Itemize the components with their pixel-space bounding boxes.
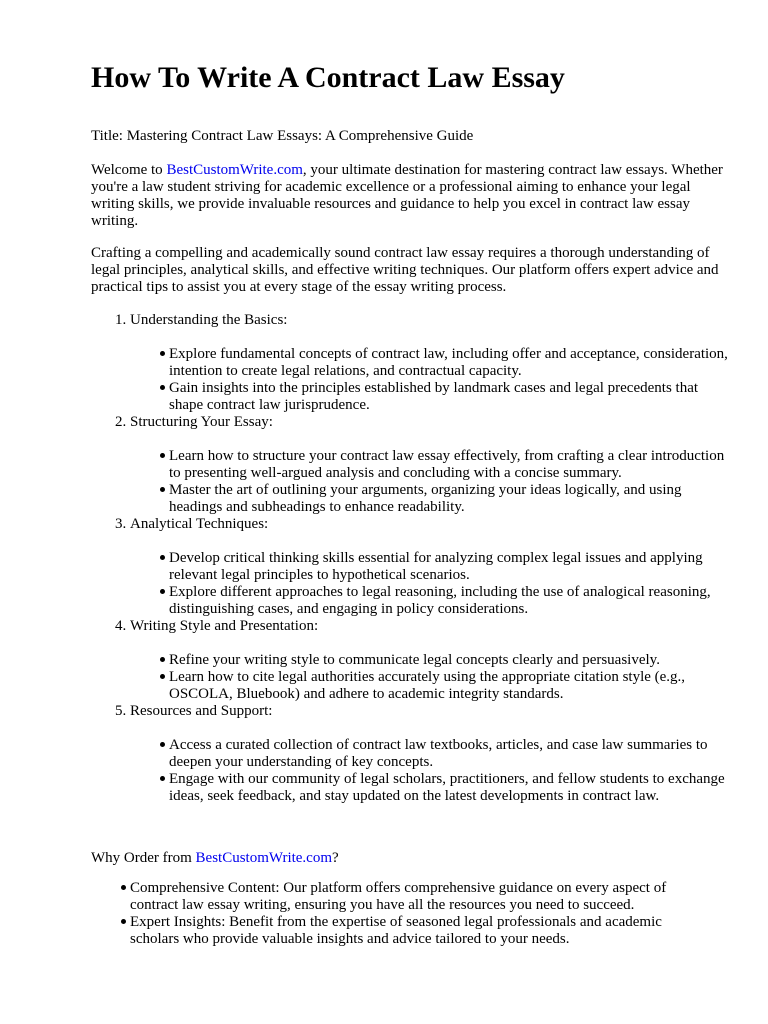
section-title: 2. Structuring Your Essay: [130, 414, 273, 430]
section-title: 4. Writing Style and Presentation: [130, 618, 319, 634]
bullet-text: Access a curated collection of contract law textbooks, articles, and case law summaries to deepen your understanding of key concepts. [169, 737, 708, 770]
bullet-item [169, 448, 729, 482]
bullet-text: Gain insights into the principles established by landmark cases and legal precedents that shape contract law jurisprudence. [169, 380, 699, 413]
bullet-item [169, 584, 729, 618]
why-text-after: ? [332, 850, 339, 866]
bullet-item [169, 771, 729, 805]
bestcustomwrite-link-2[interactable]: BestCustomWrite.com [195, 850, 333, 866]
bullet-text: Master the art of outlining your arguments, organizing your ideas logically, and using headings and subheadings to enhance readability. [169, 482, 682, 515]
section-bullets [130, 737, 768, 805]
bullet-icon [160, 453, 165, 458]
section-title: 1. Understanding the Basics: [130, 312, 288, 328]
section-item [130, 414, 768, 516]
bullet-icon [160, 674, 165, 679]
why-item [130, 880, 690, 914]
bullet-text: Engage with our community of legal scholars, practitioners, and fellow students to exchange ideas, seek feedback, and stay updated on the latest developments in contract law. [169, 771, 725, 804]
section-bullets [130, 550, 768, 618]
bullet-icon [160, 385, 165, 390]
why-text-before: Why Order from [91, 850, 196, 866]
section-item [130, 312, 768, 414]
bullet-text: Refine your writing style to communicate legal concepts clearly and persuasively. [169, 652, 660, 668]
section-item [130, 618, 768, 703]
bullet-item [169, 346, 729, 380]
bullet-icon [160, 351, 165, 356]
bullet-icon [160, 487, 165, 492]
section-item [130, 516, 768, 618]
subtitle-line: Title: Mastering Contract Law Essays: A Comprehensive Guide [91, 128, 474, 144]
bullet-item [169, 652, 729, 669]
bullet-icon [121, 919, 126, 924]
bullet-icon [121, 885, 126, 890]
sections-list [91, 312, 768, 805]
section-title: 3. Analytical Techniques: [130, 516, 269, 532]
why-order-line [91, 850, 731, 867]
why-list [130, 880, 690, 948]
bullet-icon [160, 776, 165, 781]
section-item [130, 703, 768, 805]
bullet-item [169, 550, 729, 584]
why-item-text: Comprehensive Content: Our platform offers comprehensive guidance on every aspect of contract law essay writing, ensuring you have all the resources you need to succeed. [130, 880, 667, 913]
bullet-icon [160, 589, 165, 594]
welcome-paragraph [91, 162, 731, 230]
section-bullets [130, 346, 768, 414]
section-title: 5. Resources and Support: [130, 703, 273, 719]
bullet-icon [160, 742, 165, 747]
welcome-text-after: , your ultimate destination for mastering contract law essays. Whether you're a law student striving for academic excellence or a professional aiming to enhance your legal writing skills, we provide invaluable resources and guidance to help you excel in contract law essay writing. [91, 162, 723, 229]
welcome-text-before: Welcome to [91, 162, 167, 178]
bullet-text: Learn how to structure your contract law essay effectively, from crafting a clear introduction to presenting well-argued analysis and concluding with a concise summary. [169, 448, 725, 481]
bullet-text: Learn how to cite legal authorities accurately using the appropriate citation style (e.g., OSCOLA, Bluebook) and adhere to academic integrity standards. [169, 669, 686, 702]
bullet-item [169, 380, 729, 414]
bullet-item [169, 737, 729, 771]
crafting-paragraph: Crafting a compelling and academically sound contract law essay requires a thorough understanding of legal principles, analytical skills, and effective writing techniques. Our platform offers expert advice and practical tips to assist you at every stage of the essay writing process. [91, 245, 719, 295]
section-bullets [130, 652, 768, 703]
bullet-item [169, 669, 729, 703]
bullet-icon [160, 555, 165, 560]
bullet-text: Develop critical thinking skills essential for analyzing complex legal issues and applying relevant legal principles to hypothetical scenarios. [169, 550, 703, 583]
bestcustomwrite-link[interactable]: BestCustomWrite.com [166, 162, 303, 178]
bullet-text: Explore fundamental concepts of contract law, including offer and acceptance, consideration, intention to create legal relations, and contractual capacity. [169, 346, 728, 379]
section-bullets [130, 448, 768, 516]
why-item-text: Expert Insights: Benefit from the expertise of seasoned legal professionals and academic scholars who provide valuable insights and advice tailored to your needs. [130, 914, 662, 947]
bullet-icon [160, 657, 165, 662]
bullet-text: Explore different approaches to legal reasoning, including the use of analogical reasoning, distinguishing cases, and engaging in policy considerations. [169, 584, 711, 617]
page-title: How To Write A Contract Law Essay [91, 61, 565, 94]
bullet-item [169, 482, 729, 516]
why-item [130, 914, 690, 948]
